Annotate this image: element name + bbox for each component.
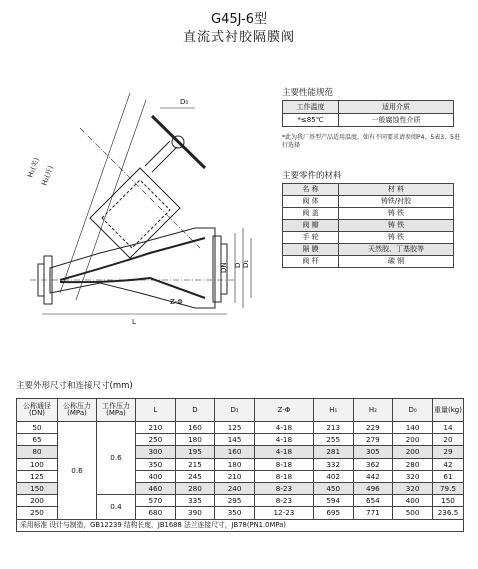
dimensions-heading: 主要外形尺寸和连接尺寸(mm) (16, 381, 133, 391)
cell: 65 (17, 434, 58, 446)
mat-value: 天然胶、丁基胶等 (339, 244, 454, 256)
cell: 200 (393, 446, 433, 458)
cell: 236.5 (433, 507, 464, 519)
cell: 305 (353, 446, 393, 458)
cell: 460 (136, 482, 176, 494)
cell: 200 (393, 434, 433, 446)
cell: 255 (313, 434, 353, 446)
cell: 250 (17, 507, 58, 519)
table-row (283, 196, 454, 208)
cell: 320 (393, 482, 433, 494)
cell: 210 (136, 422, 176, 434)
cell: 8-18 (254, 470, 313, 482)
cell: 50 (17, 422, 58, 434)
cell: 300 (136, 446, 176, 458)
cell: 42 (433, 458, 464, 470)
cell: 150 (433, 495, 464, 507)
cell: 400 (393, 495, 433, 507)
cell: 160 (175, 422, 215, 434)
cell: 695 (313, 507, 353, 519)
cell: 281 (313, 446, 353, 458)
cell: 210 (215, 470, 255, 482)
materials-heading: 主要零件的材料 (282, 171, 342, 181)
performance-note: *此为我厂基型产品适用温度，如有不同要求请参阅P4、5表3、5进行选择 (282, 134, 460, 149)
cell: 125 (215, 422, 255, 434)
cell: 213 (313, 422, 353, 434)
cell: 20 (433, 434, 464, 446)
dim-header-wp: 工作压力(MPa) (97, 399, 136, 422)
working-pressure-cell: 0.6 (97, 422, 136, 495)
label-d: D (234, 262, 242, 268)
mat-name: 阀 瓣 (283, 220, 339, 232)
dim-header-d1: D₁ (215, 399, 255, 422)
cell: 295 (215, 495, 255, 507)
mat-name: 手 轮 (283, 232, 339, 244)
dim-header-weight: 重量(kg) (433, 399, 464, 422)
cell: 250 (136, 434, 176, 446)
cell: 150 (17, 482, 58, 494)
cell: 79.5 (433, 482, 464, 494)
table-row (283, 244, 454, 256)
mat-header-material: 材 料 (339, 184, 454, 196)
cell: 654 (353, 495, 393, 507)
label-dn: DN (220, 262, 228, 273)
standards-row: 采用标准 设计与制造，GB12239 结构长度，JB1688 法兰连接尺寸，JB78(PN1.0MPa) (17, 519, 464, 531)
dim-header-d0: D₀ (393, 399, 433, 422)
label-h1: H₁(关) (26, 156, 41, 179)
table-row (283, 208, 454, 220)
cell: 61 (433, 470, 464, 482)
cell: 12-23 (254, 507, 313, 519)
cell: 29 (433, 446, 464, 458)
dim-header-h2: H₂ (353, 399, 393, 422)
cell: 442 (353, 470, 393, 482)
dim-header-pn: 公称压力(MPa) (58, 399, 97, 422)
cell: 680 (136, 507, 176, 519)
cell: 195 (175, 446, 215, 458)
cell: 771 (353, 507, 393, 519)
dim-header-zphi: Z-Φ (254, 399, 313, 422)
cell: 215 (175, 458, 215, 470)
mat-value: 铸 铁 (339, 208, 454, 220)
dim-header-h1: H₁ (313, 399, 353, 422)
cell: 390 (175, 507, 215, 519)
mat-name: 阀 体 (283, 196, 339, 208)
cell: 200 (17, 495, 58, 507)
cell: 500 (393, 507, 433, 519)
perf-medium: 一般腐蚀性介质 (339, 114, 454, 127)
mat-value: 铸 铁 (339, 220, 454, 232)
perf-header-medium: 适用介质 (339, 101, 454, 114)
cell: 279 (353, 434, 393, 446)
cell: 8-18 (254, 458, 313, 470)
label-h2: H₂(开) (40, 164, 55, 187)
cell: 496 (353, 482, 393, 494)
table-row (283, 256, 454, 268)
cell: 4-18 (254, 434, 313, 446)
nominal-pressure-cell: 0.6 (58, 422, 97, 520)
table-row (17, 422, 464, 434)
dim-header-d: D (175, 399, 215, 422)
dim-header-l: L (136, 399, 176, 422)
cell: 160 (215, 446, 255, 458)
cell: 8-23 (254, 495, 313, 507)
cell: 594 (313, 495, 353, 507)
cell: 8-23 (254, 482, 313, 494)
mat-header-name: 名 称 (283, 184, 339, 196)
perf-header-temp: 工作温度 (283, 101, 339, 114)
cell: 400 (136, 470, 176, 482)
cell: 4-18 (254, 446, 313, 458)
label-d1: D₁ (242, 259, 250, 268)
cell: 245 (175, 470, 215, 482)
cell: 125 (17, 470, 58, 482)
working-pressure-cell: 0.4 (97, 495, 136, 519)
label-zphi: Z-Φ (170, 298, 183, 306)
label-l: L (132, 318, 136, 326)
mat-value: 碳 钢 (339, 256, 454, 268)
perf-temp: *≤85℃ (283, 114, 339, 127)
table-row (283, 232, 454, 244)
cell: 229 (353, 422, 393, 434)
cell: 570 (136, 495, 176, 507)
dim-header-dn: 公称通径(DN) (17, 399, 58, 422)
product-title: 直流式衬胶隔膜阀 (182, 30, 295, 45)
cell: 100 (17, 458, 58, 470)
cell: 14 (433, 422, 464, 434)
model-title: G45J-6型 (211, 12, 267, 27)
cell: 350 (136, 458, 176, 470)
cell: 362 (353, 458, 393, 470)
valve-drawing (20, 68, 255, 328)
materials-table (282, 183, 454, 268)
mat-value: 铸 铁 (339, 232, 454, 244)
performance-heading: 主要性能规范 (282, 88, 334, 98)
cell: 4-18 (254, 422, 313, 434)
cell: 280 (175, 482, 215, 494)
cell: 450 (313, 482, 353, 494)
cell: 145 (215, 434, 255, 446)
mat-name: 阀 杆 (283, 256, 339, 268)
cell: 80 (17, 446, 58, 458)
cell: 350 (215, 507, 255, 519)
cell: 140 (393, 422, 433, 434)
cell: 180 (215, 458, 255, 470)
cell: 402 (313, 470, 353, 482)
mat-value: 铸铁/衬胶 (339, 196, 454, 208)
label-d0: D₀ (180, 98, 189, 106)
cell: 280 (393, 458, 433, 470)
dimensions-table (16, 398, 464, 532)
mat-name: 阀 盖 (283, 208, 339, 220)
table-row (283, 220, 454, 232)
cell: 335 (175, 495, 215, 507)
cell: 180 (175, 434, 215, 446)
mat-name: 隔 膜 (283, 244, 339, 256)
performance-table (282, 100, 454, 127)
cell: 240 (215, 482, 255, 494)
cell: 320 (393, 470, 433, 482)
cell: 332 (313, 458, 353, 470)
